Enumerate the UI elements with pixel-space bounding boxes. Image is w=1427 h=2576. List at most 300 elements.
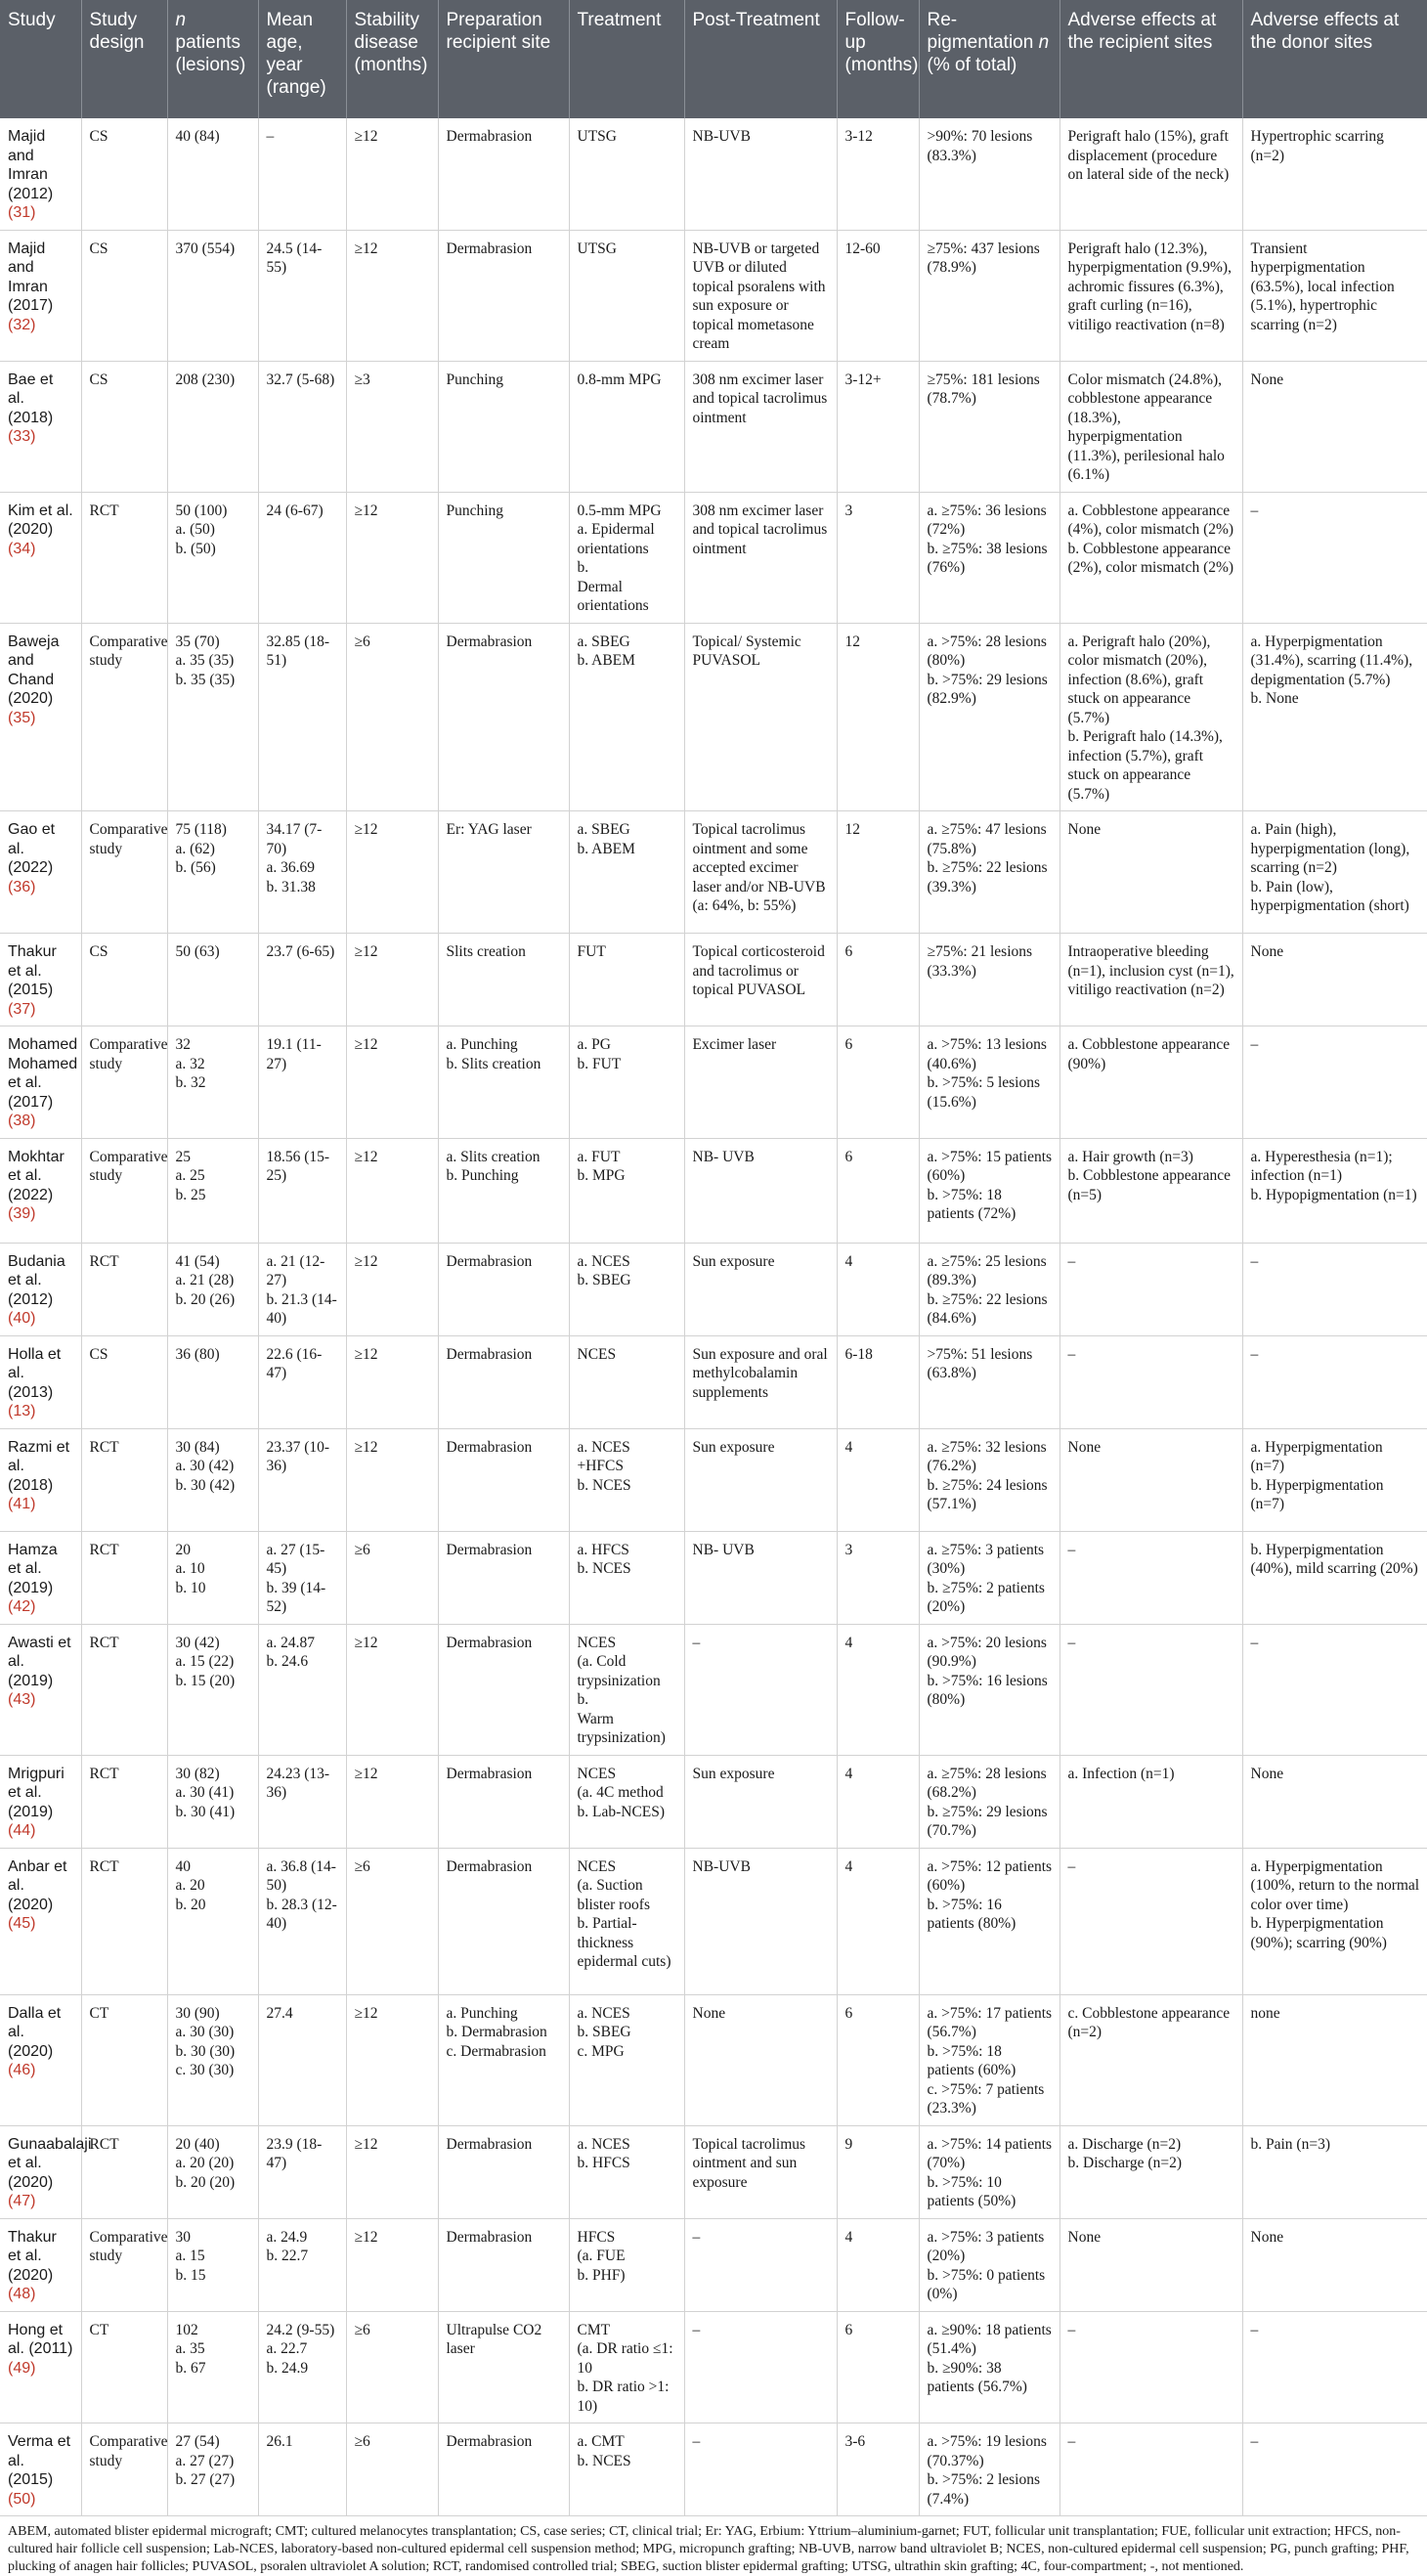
reference-link[interactable]: (47) <box>8 2193 36 2209</box>
treatment-cell <box>569 1138 684 1243</box>
age-cell-line: a. 27 (15-45) <box>266 1541 325 1577</box>
post-treatment-cell: Excimer laser <box>684 1026 837 1139</box>
age-cell-line: b. 21.3 (14-40) <box>266 1290 337 1327</box>
age-cell-line: 22.6 (16-47) <box>266 1345 323 1381</box>
repigmentation-cell-line: a. >75%: 15 patients (60%) <box>927 1148 1053 1184</box>
patients-cell-line: b. 35 (35) <box>175 671 236 688</box>
ae-donor-cell <box>1242 1138 1427 1243</box>
reference-link[interactable]: (32) <box>8 316 36 333</box>
patients-cell <box>167 1531 258 1624</box>
treatment-cell-line: (a. Cold trypsinization <box>577 1653 661 1689</box>
reference-link[interactable]: (43) <box>8 1691 36 1708</box>
repigmentation-cell <box>919 811 1059 934</box>
repigmentation-cell <box>919 492 1059 623</box>
post-treatment-cell: NB-UVB <box>684 118 837 230</box>
age-cell <box>258 2311 346 2423</box>
patients-cell <box>167 2218 258 2311</box>
ae-recipient-cell-line: a. Discharge (n=2) <box>1067 2135 1182 2153</box>
study-name: Kim et al. (2020) <box>8 502 73 538</box>
ae-recipient-cell <box>1059 623 1242 811</box>
header-ae-donor: Adverse effects at the donor sites <box>1242 0 1427 118</box>
repigmentation-cell <box>919 1755 1059 1848</box>
preparation-cell <box>438 361 569 492</box>
ae-recipient-cell-line: – <box>1067 1345 1076 1363</box>
stability-cell: ≥12 <box>346 1624 438 1755</box>
preparation-cell-line: Dermabrasion <box>446 1634 533 1651</box>
preparation-cell <box>438 1994 569 2125</box>
stability-cell: ≥6 <box>346 1531 438 1624</box>
ae-recipient-cell <box>1059 934 1242 1026</box>
study-cell <box>0 1335 81 1428</box>
repigmentation-cell-line: a. ≥75%: 28 lesions (68.2%) <box>927 1765 1047 1801</box>
ae-donor-cell-line: a. Hyperesthesia (n=1); infection (n=1) <box>1250 1148 1393 1184</box>
study-cell <box>0 1138 81 1243</box>
ae-donor-cell-line: b. Hypopigmentation (n=1) <box>1250 1186 1417 1203</box>
age-cell <box>258 230 346 361</box>
ae-donor-cell-line: – <box>1250 1634 1259 1651</box>
preparation-cell-line: Dermabrasion <box>446 240 533 257</box>
reference-link[interactable]: (13) <box>8 1403 36 1419</box>
age-cell-line: a. 24.87 <box>266 1634 316 1651</box>
preparation-cell <box>438 1138 569 1243</box>
ae-donor-cell-line: b. Hyperpigmentation (n=7) <box>1250 1476 1384 1512</box>
age-cell <box>258 118 346 230</box>
design-cell: RCT <box>81 1755 167 1848</box>
patients-cell-line: 40 (84) <box>175 128 220 145</box>
repigmentation-cell-line: >90%: 70 lesions (83.3%) <box>927 128 1033 164</box>
reference-link[interactable]: (34) <box>8 540 36 557</box>
reference-link[interactable]: (37) <box>8 1000 36 1018</box>
preparation-cell <box>438 492 569 623</box>
repigmentation-cell-line: b. ≥75%: 22 lesions (39.3%) <box>927 859 1048 895</box>
patients-cell-line: a. 32 <box>175 1055 205 1072</box>
treatment-cell-line: a. FUT <box>577 1148 621 1165</box>
ae-donor-cell-line: – <box>1250 502 1259 519</box>
reference-link[interactable]: (40) <box>8 1310 36 1327</box>
repigmentation-cell-line: b. >75%: 2 lesions (7.4%) <box>927 2471 1041 2508</box>
repigmentation-cell-line: b. ≥75%: 29 lesions (70.7%) <box>927 1803 1048 1839</box>
repigmentation-cell <box>919 1848 1059 1994</box>
repigmentation-cell-line: a. ≥75%: 32 lesions (76.2%) <box>927 1438 1047 1474</box>
ae-recipient-cell-line: a. Perigraft halo (20%), color mismatch (20%), infection (8.6%), graft stuck on appearance (5.7%) <box>1067 633 1211 726</box>
design-cell: RCT <box>81 1428 167 1531</box>
patients-cell <box>167 230 258 361</box>
treatment-cell <box>569 2125 684 2218</box>
ae-donor-cell-line: a. Hyperpigmentation (100%, return to the normal color over time) <box>1250 1857 1420 1913</box>
design-cell: RCT <box>81 2125 167 2218</box>
study-cell <box>0 623 81 811</box>
table-row <box>0 118 1427 230</box>
treatment-cell-line: b. SBEG <box>577 2024 631 2040</box>
study-cell <box>0 2311 81 2423</box>
treatment-cell-line: NCES <box>577 1345 617 1363</box>
ae-recipient-cell-line: Intraoperative bleeding (n=1), inclusion cyst (n=1), vitiligo reactivation (n=2) <box>1067 943 1234 998</box>
patients-cell-line: 32 <box>175 1036 191 1053</box>
age-cell-line: 24 (6-67) <box>266 502 324 519</box>
header-stability: Stability disease (months) <box>346 0 438 118</box>
age-cell <box>258 811 346 934</box>
ae-donor-cell <box>1242 1335 1427 1428</box>
treatment-cell-line: (a. 4C method <box>577 1784 664 1801</box>
treatment-cell-line: a. NCES <box>577 2135 630 2153</box>
stability-cell: ≥12 <box>346 2125 438 2218</box>
preparation-cell <box>438 1428 569 1531</box>
post-treatment-cell: Topical/ Systemic PUVASOL <box>684 623 837 811</box>
repigmentation-cell <box>919 1994 1059 2125</box>
post-treatment-cell: 308 nm excimer laser and topical tacrolimus ointment <box>684 492 837 623</box>
repigmentation-cell-line: >75%: 51 lesions (63.8%) <box>927 1345 1033 1381</box>
study-cell <box>0 1531 81 1624</box>
reference-link[interactable]: (31) <box>8 204 36 221</box>
repigmentation-cell-line: b. >75%: 18 patients (60%) <box>927 2042 1016 2078</box>
post-treatment-cell: NB-UVB <box>684 1848 837 1994</box>
stability-cell: ≥6 <box>346 2311 438 2423</box>
age-cell-line: a. 24.9 <box>266 2228 308 2246</box>
follow-up-cell: 4 <box>837 1848 919 1994</box>
table-row <box>0 934 1427 1026</box>
table-row <box>0 1138 1427 1243</box>
ae-donor-cell-line: None <box>1250 1765 1284 1782</box>
preparation-cell-line: Dermabrasion <box>446 2135 533 2153</box>
patients-cell-line: a. 15 <box>175 2248 205 2264</box>
treatment-cell <box>569 1755 684 1848</box>
repigmentation-cell <box>919 1428 1059 1531</box>
follow-up-cell: 4 <box>837 1755 919 1848</box>
patients-cell-line: b. 67 <box>175 2359 206 2377</box>
preparation-cell <box>438 811 569 934</box>
design-cell: Comparative study <box>81 811 167 934</box>
repigmentation-cell-line: b. ≥75%: 22 lesions (84.6%) <box>927 1290 1048 1327</box>
ae-recipient-cell <box>1059 1243 1242 1335</box>
table-row <box>0 1243 1427 1335</box>
reference-link[interactable]: (36) <box>8 878 36 895</box>
patients-cell <box>167 1335 258 1428</box>
reference-link[interactable]: (50) <box>8 2490 36 2508</box>
follow-up-cell: 3 <box>837 1531 919 1624</box>
preparation-cell-line: a. Punching <box>446 1036 518 1053</box>
treatment-cell <box>569 361 684 492</box>
stability-cell: ≥12 <box>346 1138 438 1243</box>
patients-cell-line: 30 (84) <box>175 1438 220 1456</box>
stability-cell: ≥6 <box>346 1848 438 1994</box>
reference-link[interactable]: (35) <box>8 709 36 726</box>
patients-cell <box>167 2125 258 2218</box>
reference-link[interactable]: (45) <box>8 1915 36 1932</box>
patients-cell <box>167 118 258 230</box>
treatment-cell-line: a. PG <box>577 1036 611 1053</box>
treatment-cell-line: 0.8-mm MPG <box>577 371 662 388</box>
age-cell <box>258 1531 346 1624</box>
treatment-cell-line: UTSG <box>577 240 617 257</box>
ae-recipient-cell <box>1059 2311 1242 2423</box>
repigmentation-cell <box>919 2125 1059 2218</box>
table-row <box>0 1531 1427 1624</box>
header-study-design: Study design <box>81 0 167 118</box>
table-row <box>0 623 1427 811</box>
table-row <box>0 1428 1427 1531</box>
age-cell <box>258 2218 346 2311</box>
ae-donor-cell-line: None <box>1250 2228 1284 2246</box>
patients-cell-line: b. 30 (30) <box>175 2042 236 2060</box>
ae-donor-cell <box>1242 2423 1427 2516</box>
design-cell: CS <box>81 934 167 1026</box>
ae-donor-cell-line: Transient hyperpigmentation (63.5%), local infection (5.1%), hypertrophic scarring (n=2) <box>1250 240 1395 333</box>
age-cell <box>258 1243 346 1335</box>
ae-donor-cell <box>1242 811 1427 934</box>
age-cell <box>258 1138 346 1243</box>
patients-cell-line: 36 (80) <box>175 1345 220 1363</box>
treatment-cell-line: a. HFCS <box>577 1541 629 1558</box>
follow-up-cell: 6 <box>837 1026 919 1139</box>
ae-donor-cell-line: – <box>1250 1036 1259 1053</box>
treatment-cell-line: b. ABEM <box>577 652 635 669</box>
header-post-treatment: Post-Treatment <box>684 0 837 118</box>
preparation-cell <box>438 1531 569 1624</box>
design-cell: RCT <box>81 492 167 623</box>
stability-cell: ≥12 <box>346 2218 438 2311</box>
ae-donor-cell-line: a. Hyperpigmentation (31.4%), scarring (11.4%), depigmentation (5.7%) <box>1250 633 1413 688</box>
patients-cell-line: a. 30 (41) <box>175 1784 235 1801</box>
ae-donor-cell <box>1242 2125 1427 2218</box>
stability-cell: ≥12 <box>346 1994 438 2125</box>
ae-donor-cell <box>1242 2218 1427 2311</box>
post-treatment-cell: None <box>684 1994 837 2125</box>
age-cell <box>258 1026 346 1139</box>
follow-up-cell: 4 <box>837 1624 919 1755</box>
reference-link[interactable]: (42) <box>8 1598 36 1615</box>
design-cell: CT <box>81 2311 167 2423</box>
preparation-cell-line: Er: YAG laser <box>446 821 532 838</box>
study-cell <box>0 1026 81 1139</box>
repigmentation-cell-line: a. >75%: 14 patients (70%) <box>927 2135 1053 2171</box>
header-mean-age: Mean age, year (range) <box>258 0 346 118</box>
repigmentation-cell <box>919 118 1059 230</box>
study-name: Gao et al. (2022) <box>8 821 56 876</box>
preparation-cell-line: b. Slits creation <box>446 1055 541 1072</box>
repigmentation-cell <box>919 230 1059 361</box>
ae-recipient-cell-line: – <box>1067 1857 1076 1875</box>
repigmentation-cell-line: ≥75%: 21 lesions (33.3%) <box>927 943 1033 980</box>
preparation-cell <box>438 230 569 361</box>
patients-cell-line: 30 <box>175 2228 191 2246</box>
reference-link[interactable]: (46) <box>8 2062 36 2078</box>
age-cell-line: b. 24.9 <box>266 2359 309 2377</box>
design-cell: CS <box>81 118 167 230</box>
preparation-cell-line: Dermabrasion <box>446 1252 533 1270</box>
patients-cell-line: b. (50) <box>175 540 216 557</box>
patients-cell-line: b. 20 (26) <box>175 1290 236 1308</box>
preparation-cell-line: Ultrapulse CO2 laser <box>446 2321 542 2357</box>
ae-recipient-cell <box>1059 2423 1242 2516</box>
ae-recipient-cell-line: Perigraft halo (12.3%), hyperpigmentation (9.9%), achromic fissures (6.3%), graft curling (n=16), vitiligo reactivation (n=8) <box>1067 240 1232 333</box>
preparation-cell-line: Dermabrasion <box>446 1765 533 1782</box>
age-cell-line: b. 24.6 <box>266 1653 309 1670</box>
patients-cell-line: 41 (54) <box>175 1252 220 1270</box>
repigmentation-cell <box>919 2423 1059 2516</box>
patients-cell-line: a. 35 <box>175 2340 205 2357</box>
study-cell <box>0 1755 81 1848</box>
design-cell: Comparative study <box>81 2423 167 2516</box>
patients-cell-line: b. 20 <box>175 1896 206 1913</box>
patients-cell-line: a. 10 <box>175 1560 205 1577</box>
patients-cell <box>167 1138 258 1243</box>
patients-cell-line: a. 21 (28) <box>175 1272 235 1288</box>
treatment-cell-line: NCES <box>577 1634 617 1651</box>
repigmentation-cell-line: b. >75%: 0 patients (0%) <box>927 2266 1046 2302</box>
study-name: Mokhtar et al. (2022) <box>8 1148 65 1203</box>
table-row <box>0 1755 1427 1848</box>
preparation-cell-line: Dermabrasion <box>446 2228 533 2246</box>
age-cell-line: 27.4 <box>266 2004 293 2022</box>
ae-recipient-cell <box>1059 1531 1242 1624</box>
stability-cell: ≥12 <box>346 1428 438 1531</box>
ae-recipient-cell-line: None <box>1067 821 1102 838</box>
ae-donor-cell <box>1242 361 1427 492</box>
ae-donor-cell <box>1242 934 1427 1026</box>
study-cell <box>0 2125 92 2218</box>
reference-link[interactable]: (49) <box>8 2359 36 2377</box>
treatment-cell <box>569 1428 684 1531</box>
design-cell: Comparative study <box>81 2218 167 2311</box>
repigmentation-cell-line: b. >75%: 18 patients (72%) <box>927 1186 1016 1222</box>
stability-cell: ≥6 <box>346 2423 438 2516</box>
treatment-cell-line: b. SBEG <box>577 1272 631 1288</box>
preparation-cell-line: Slits creation <box>446 943 526 960</box>
reference-link[interactable]: (39) <box>8 1205 36 1222</box>
study-name: Hong et al. (2011) <box>8 2321 73 2357</box>
post-treatment-cell: Topical corticosteroid and tacrolimus or topical PUVASOL <box>684 934 837 1026</box>
age-cell-line: 23.7 (6-65) <box>266 943 335 960</box>
patients-cell-line: b. (56) <box>175 859 216 876</box>
post-treatment-cell: Sun exposure <box>684 1755 837 1848</box>
age-cell <box>258 1848 346 1994</box>
patients-cell-line: a. (50) <box>175 521 215 538</box>
study-name: Thakur et al. (2020) <box>8 2228 57 2284</box>
post-treatment-cell: 308 nm excimer laser and topical tacrolimus ointment <box>684 361 837 492</box>
follow-up-cell: 6-18 <box>837 1335 919 1428</box>
table-row <box>0 1994 1427 2125</box>
patients-cell-line: 20 <box>175 1541 191 1558</box>
design-cell: CT <box>81 1994 167 2125</box>
reference-link[interactable]: (38) <box>8 1113 36 1129</box>
ae-recipient-cell-line: a. Infection (n=1) <box>1067 1765 1175 1782</box>
patients-cell-line: b. 10 <box>175 1579 206 1596</box>
table-row <box>0 2311 1427 2423</box>
repigmentation-cell-line: b. >75%: 29 lesions (82.9%) <box>927 671 1048 707</box>
design-cell: RCT <box>81 1243 167 1335</box>
study-name: Thakur et al. (2015) <box>8 943 57 998</box>
study-name: Hamza et al. (2019) <box>8 1541 58 1596</box>
treatment-cell-line: (a. DR ratio ≤1: 10 <box>577 2340 673 2377</box>
ae-recipient-cell-line: c. Cobblestone appearance (n=2) <box>1067 2004 1231 2040</box>
reference-link[interactable]: (44) <box>8 1822 36 1839</box>
reference-link[interactable]: (48) <box>8 2286 36 2302</box>
table-row <box>0 2423 1427 2516</box>
ae-recipient-cell-line: – <box>1067 1541 1076 1558</box>
preparation-cell-line: c. Dermabrasion <box>446 2042 546 2060</box>
treatment-cell-line: NCES <box>577 1857 617 1875</box>
repigmentation-cell-line: b. >75%: 5 lesions (15.6%) <box>927 1074 1041 1111</box>
study-cell <box>0 1848 81 1994</box>
design-cell: RCT <box>81 1624 167 1755</box>
age-cell <box>258 623 346 811</box>
header-treatment: Treatment <box>569 0 684 118</box>
age-cell <box>258 492 346 623</box>
ae-donor-cell-line: none <box>1250 2004 1280 2022</box>
treatment-cell-line: b. NCES <box>577 2452 631 2469</box>
ae-recipient-cell-line: – <box>1067 2433 1076 2450</box>
age-cell-line: b. 31.38 <box>266 878 316 895</box>
post-treatment-cell: Topical tacrolimus ointment and sun exposure <box>684 2125 837 2218</box>
ae-donor-cell-line: b. Pain (low), hyperpigmentation (short) <box>1250 878 1409 914</box>
design-cell: Comparative study <box>81 1138 167 1243</box>
age-cell <box>258 2423 346 2516</box>
ae-donor-cell <box>1242 230 1427 361</box>
ae-donor-cell-line: b. None <box>1250 690 1299 707</box>
study-name: Budania et al. (2012) <box>8 1252 65 1308</box>
patients-cell-line: 30 (82) <box>175 1765 220 1782</box>
treatment-cell-line: b. DR ratio >1: 10) <box>577 2379 670 2415</box>
treatment-cell <box>569 2218 684 2311</box>
ae-recipient-cell-line: b. Cobblestone appearance (n=5) <box>1067 1167 1232 1203</box>
treatment-cell-line: a. NCES +HFCS <box>577 1438 630 1474</box>
treatment-cell <box>569 118 684 230</box>
repigmentation-cell-line: a. >75%: 19 lesions (70.37%) <box>927 2433 1047 2469</box>
treatment-cell-line: (a. FUE <box>577 2248 626 2264</box>
reference-link[interactable]: (33) <box>8 428 36 445</box>
stability-cell: ≥3 <box>346 361 438 492</box>
table-row <box>0 2218 1427 2311</box>
ae-recipient-cell-line: Color mismatch (24.8%), cobblestone appearance (18.3%), hyperpigmentation (11.3%), perilesional halo (6.1%) <box>1067 371 1225 483</box>
ae-recipient-cell-line: None <box>1067 1438 1102 1456</box>
table-row <box>0 361 1427 492</box>
repigmentation-cell <box>919 1138 1059 1243</box>
treatment-cell-line: c. MPG <box>577 2042 625 2060</box>
repigmentation-cell-line: b. ≥90%: 38 patients (56.7%) <box>927 2359 1027 2395</box>
ae-donor-cell-line: None <box>1250 943 1284 960</box>
ae-recipient-cell-line: None <box>1067 2228 1102 2246</box>
ae-donor-cell-line: None <box>1250 371 1284 388</box>
ae-recipient-cell <box>1059 1026 1242 1139</box>
preparation-cell-line: Dermabrasion <box>446 1438 533 1456</box>
study-name: Bae et al. (2018) <box>8 371 54 426</box>
study-cell <box>0 1428 81 1531</box>
design-cell: RCT <box>81 1848 167 1994</box>
preparation-cell-line: b. Punching <box>446 1167 519 1184</box>
ae-donor-cell <box>1242 1531 1427 1624</box>
follow-up-cell: 9 <box>837 2125 919 2218</box>
preparation-cell-line: Dermabrasion <box>446 633 533 650</box>
patients-cell-line: 27 (54) <box>175 2433 220 2450</box>
post-treatment-cell: Sun exposure <box>684 1428 837 1531</box>
patients-cell <box>167 492 258 623</box>
patients-cell-line: 370 (554) <box>175 240 236 257</box>
treatment-cell-line: NCES <box>577 1765 617 1782</box>
treatment-cell <box>569 230 684 361</box>
header-preparation: Preparation recipient site <box>438 0 569 118</box>
follow-up-cell: 3-12 <box>837 118 919 230</box>
reference-link[interactable]: (41) <box>8 1496 36 1512</box>
patients-cell <box>167 934 258 1026</box>
preparation-cell-line: Dermabrasion <box>446 128 533 145</box>
age-cell <box>258 361 346 492</box>
table-row <box>0 811 1427 934</box>
design-cell: RCT <box>81 1531 167 1624</box>
ae-recipient-cell <box>1059 492 1242 623</box>
study-name: Majid and Imran (2012) <box>8 128 54 202</box>
patients-cell-line: 20 (40) <box>175 2135 220 2153</box>
age-cell-line: 24.5 (14-55) <box>266 240 323 276</box>
